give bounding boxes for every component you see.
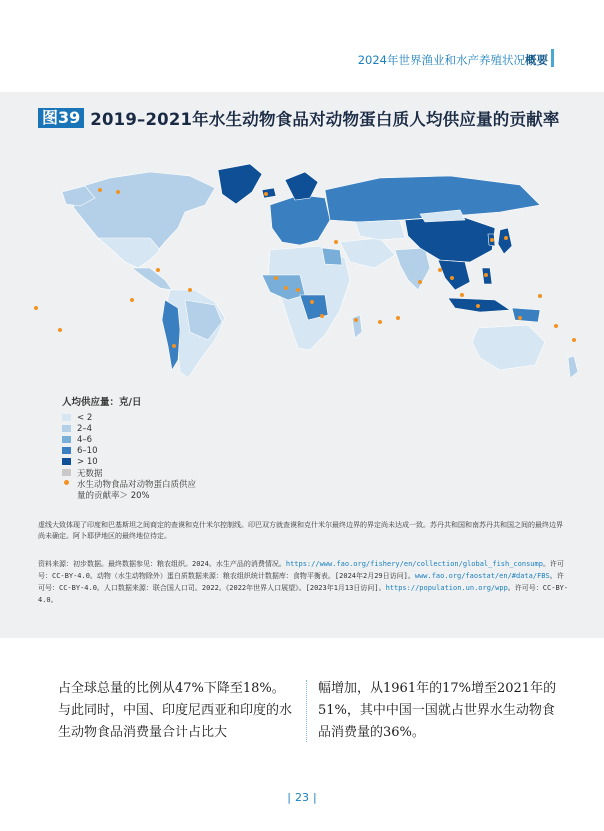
source-text-4: 。许可号：CC-BY-4.0。 (38, 584, 569, 604)
map-legend (62, 394, 196, 502)
dot (450, 276, 454, 280)
body-text-right: 幅增加，从1961年的17%增至2021年的51%，其中中国一国就占世界水生动物食品消费量的36%。 (318, 681, 557, 740)
legend-swatch (62, 469, 71, 476)
legend-item-dot (62, 480, 196, 502)
dot (98, 188, 102, 192)
map-region-papua (512, 308, 540, 322)
dot (264, 192, 268, 196)
map-region-scandinavia (285, 172, 318, 200)
map-region-japan (498, 228, 512, 254)
figure-title: 2019–2021年水生动物食品对动物蛋白质人均供应量的贡献率 (90, 110, 560, 129)
source-text-2: 。许可号：CC-BY-4.0。动物（水生动物除外）蛋白质数据来源：粮农组织统计数据库：食物平衡表。[2024年2月29日访问]。 (38, 560, 564, 580)
map-region-middle-east (340, 238, 395, 268)
dot (334, 240, 338, 244)
dot (172, 344, 176, 348)
legend-label: < 2 (77, 412, 93, 423)
legend-swatch (62, 447, 71, 454)
map-region-central-asia (355, 220, 405, 240)
legend-title: 人均供应量：克/日 (62, 397, 142, 408)
dot (490, 238, 494, 242)
legend-label: > 10 (77, 456, 98, 467)
world-map (0, 150, 604, 390)
map-region-australia (472, 325, 545, 370)
dot (296, 288, 300, 292)
body-text-left: 占全球总量的比例从47%下降至18%。与此同时，中国、印度尼西亚和印度的水生动物食品消费量合计占比大 (58, 681, 293, 740)
dot (554, 324, 558, 328)
legend-swatch (62, 425, 71, 432)
dot (418, 280, 422, 284)
source-text-3: 。许可号：CC-BY-4.0。人口数据来源：联合国人口司。2022。《2022年世界人口展望》。[2023年1月13日访问]。 (38, 572, 564, 592)
map-region-greenland (218, 164, 262, 204)
figure-tag: 图39 (38, 108, 84, 128)
page-number-value: 23 (295, 791, 309, 804)
map-region-india (395, 248, 430, 290)
dot (572, 338, 576, 342)
figure-source (38, 558, 570, 606)
header-accent-bar (551, 49, 554, 67)
legend-swatch (62, 458, 71, 465)
map-region-usa (98, 238, 160, 268)
map-region-europe (270, 195, 330, 245)
legend-item (62, 434, 196, 445)
map-region-central-america (132, 268, 172, 290)
dot (396, 316, 400, 320)
dot (476, 304, 480, 308)
map-region-west-africa (262, 275, 305, 300)
legend-dot-icon (64, 480, 69, 485)
map-region-peru-chile (162, 300, 180, 370)
running-header-title: 2024年世界渔业和水产养殖状况 (357, 53, 525, 67)
dot (116, 190, 120, 194)
legend-item (62, 456, 196, 467)
legend-label: 4–6 (77, 434, 93, 445)
page-number: | 23 | (287, 791, 317, 804)
map-region-new-zealand (568, 356, 578, 378)
map-region-southeast-asia (438, 260, 470, 290)
dot (354, 318, 358, 322)
dot (378, 320, 382, 324)
dot (188, 288, 192, 292)
legend-item (62, 423, 196, 434)
source-link-2[interactable]: www.fao.org/faostat/en/#data/FBS (414, 572, 550, 580)
legend-label: 2–4 (77, 423, 93, 434)
source-link-3[interactable]: https://population.un.org/wpp (385, 584, 508, 592)
dot (504, 236, 508, 240)
running-header-bold: 概要 (525, 53, 548, 67)
map-region-egypt (322, 248, 342, 265)
legend-item (62, 467, 196, 478)
dot (274, 276, 278, 280)
dot (438, 268, 442, 272)
dot (58, 328, 62, 332)
dot (156, 268, 160, 272)
legend-label: 6–10 (77, 445, 98, 456)
column-divider (306, 680, 307, 742)
running-header (358, 52, 548, 68)
dot (284, 286, 288, 290)
legend-dot-label-line2: 量的贡献率＞ 20% (77, 491, 150, 501)
dot (484, 273, 488, 277)
source-text-1: 资料来源：初步数据。最终数据参见：粮农组织。2024。水生产品的消费情况。 (38, 560, 286, 568)
dot (320, 314, 324, 318)
dot (538, 294, 542, 298)
legend-item (62, 412, 196, 423)
dot (310, 300, 314, 304)
legend-item (62, 445, 196, 456)
map-region-iceland (262, 188, 276, 198)
dot (130, 298, 134, 302)
dot (34, 306, 38, 310)
legend-label: 无数据 (77, 468, 103, 479)
legend-swatch (62, 436, 71, 443)
source-link-1[interactable]: https://www.fao.org/fishery/en/collection/global_fish_consump (285, 560, 543, 568)
legend-swatch (62, 414, 71, 421)
figure-note: 虚线大致体现了印度和巴基斯坦之间商定的查谟和克什米尔控制线。印巴双方就查谟和克什米尔最终边界的界定尚未达成一致。苏丹共和国和南苏丹共和国之间的最终边界尚未确定。阿卜耶伊地区的最终地位待定。 (38, 521, 563, 540)
figure-title-row (38, 106, 560, 130)
legend-dot-label-line1: 水生动物食品对动物蛋白质供应 (77, 480, 197, 490)
dot (460, 293, 464, 297)
dot (518, 316, 522, 320)
